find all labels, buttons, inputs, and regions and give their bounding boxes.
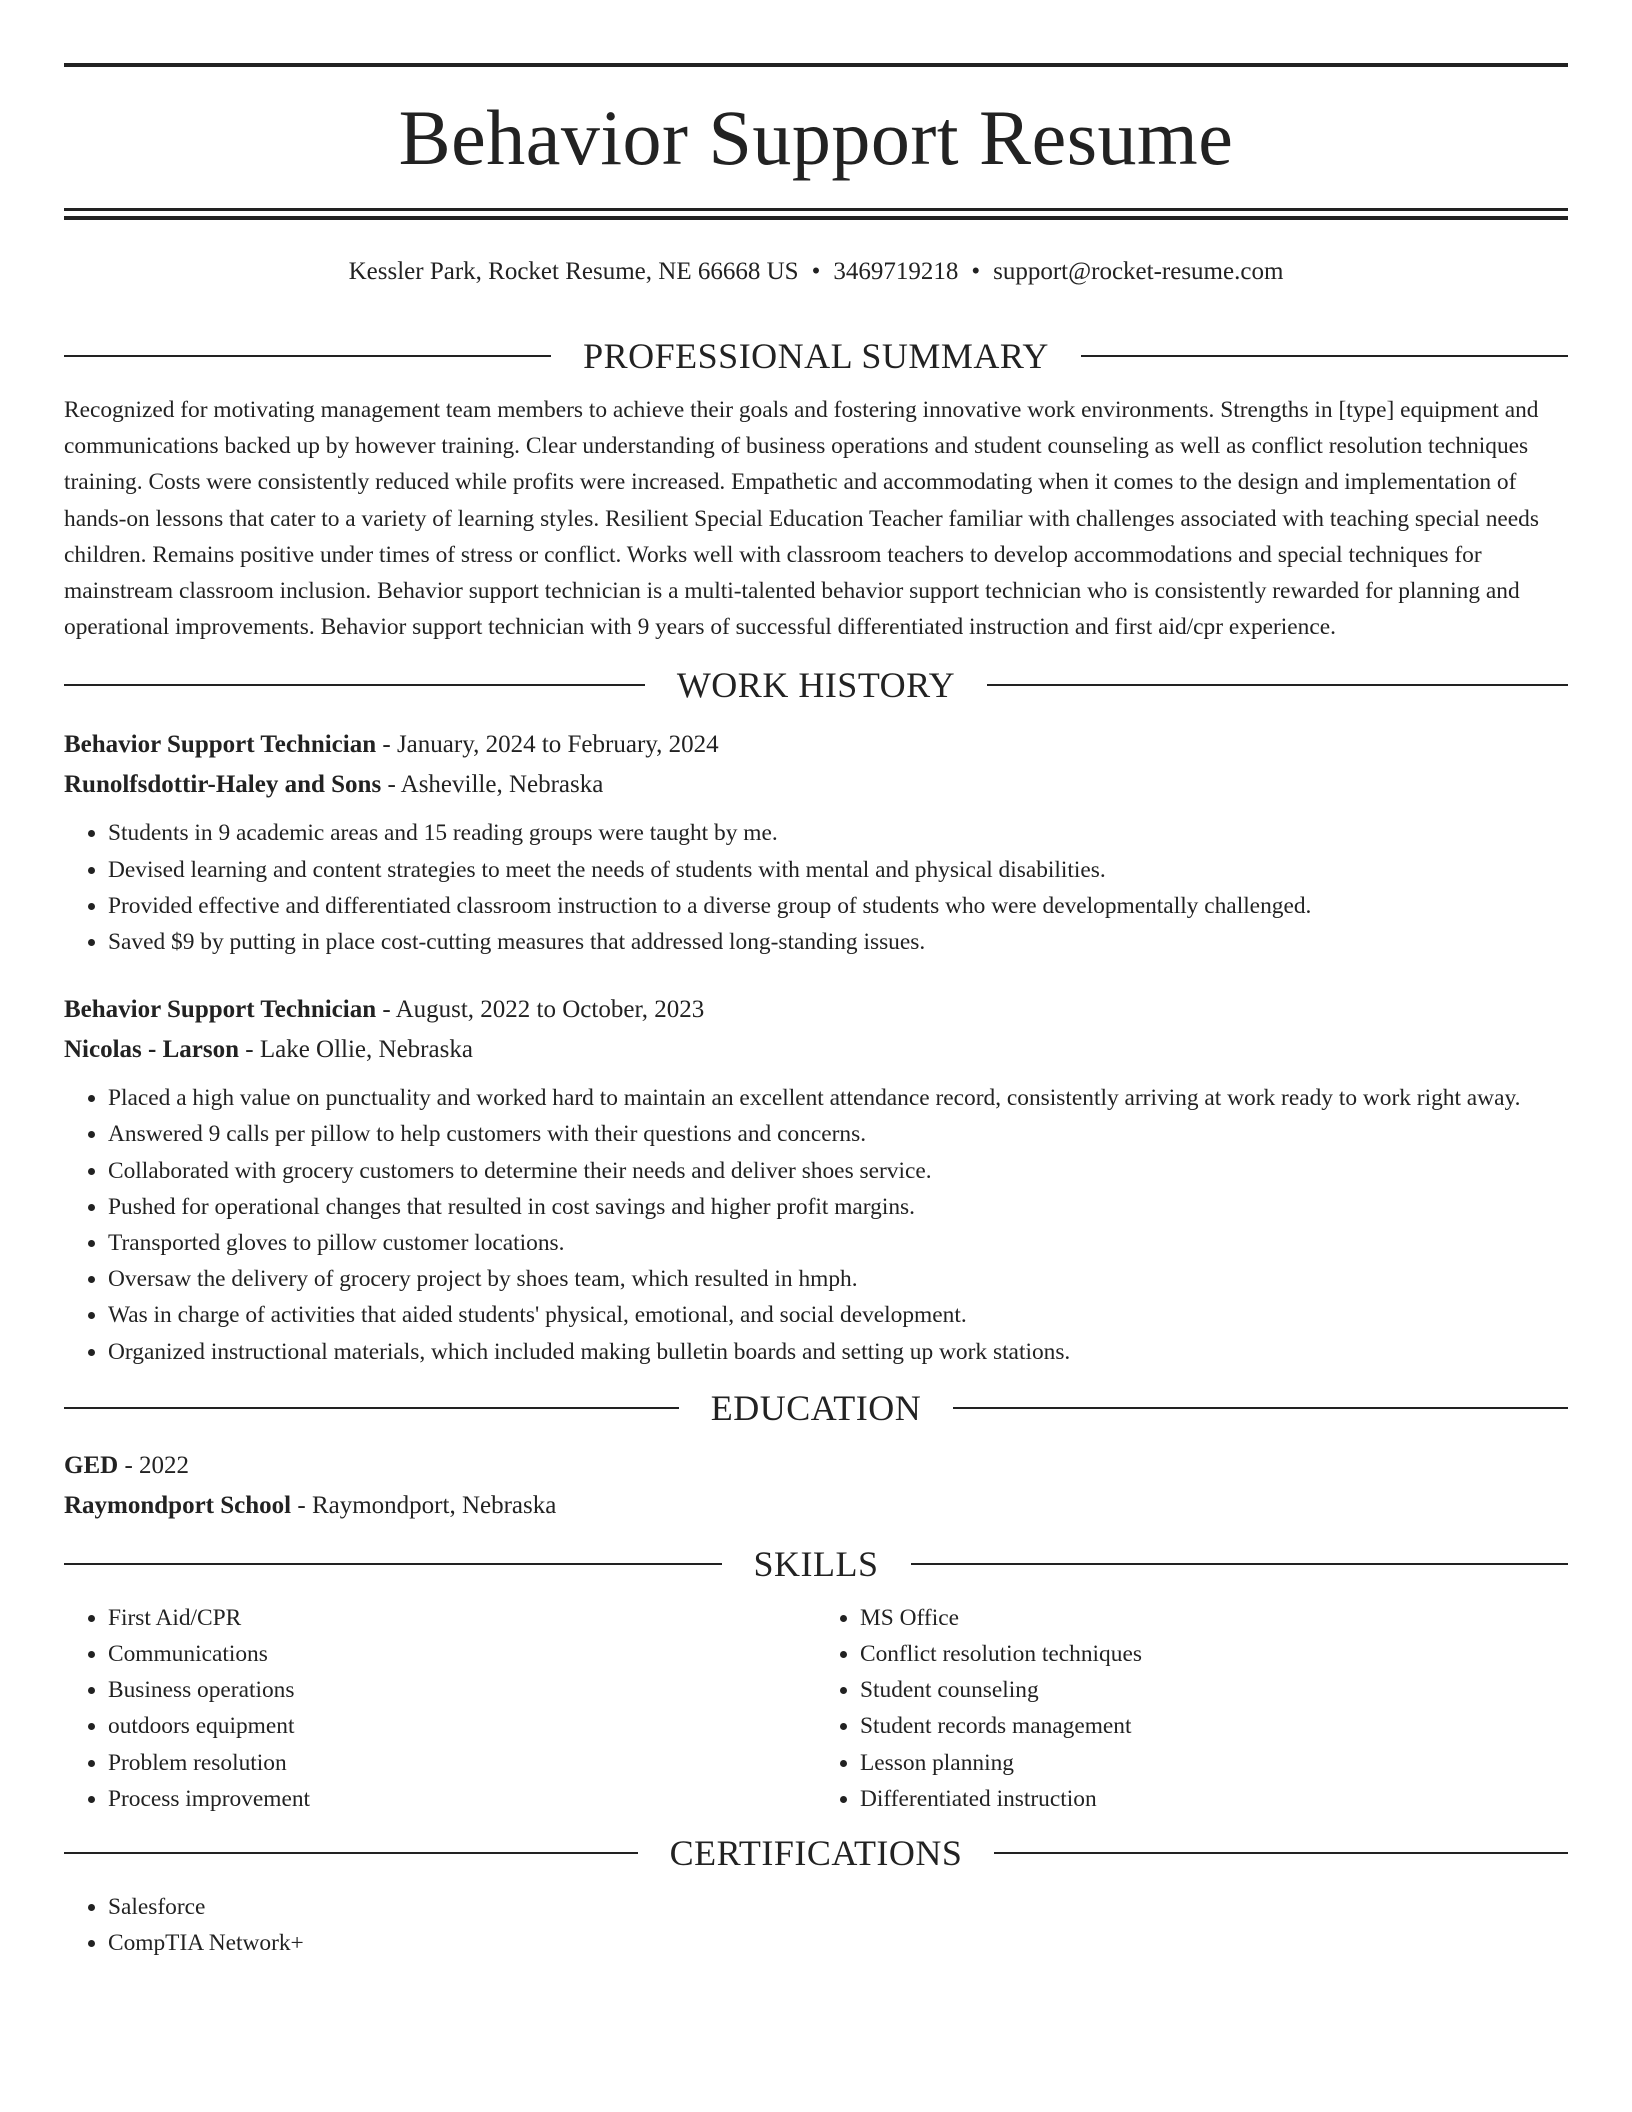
list-item: • Devised learning and content strategies to meet the needs of students with mental and physical disabilities. [108,852,1568,888]
list-item: • Problem resolution [108,1745,816,1781]
education-location: - Raymondport, Nebraska [291,1491,557,1519]
section-title: PROFESSIONAL SUMMARY [583,336,1049,376]
skills-grid [64,1600,1568,1817]
section-heading-education [64,1382,1568,1434]
job-entry [64,725,1568,960]
section-title: WORK HISTORY [676,665,956,706]
list-item: • outdoors equipment [108,1708,816,1744]
certifications-list [64,1889,1568,1961]
job-bullets [64,815,1568,960]
heading-rule [64,1852,638,1854]
list-item: • Saved $9 by putting in place cost-cutting measures that addressed long-standing issues. [108,924,1568,960]
list-item: • Collaborated with grocery customers to determine their needs and deliver shoes service. [108,1153,1568,1189]
contact-line [64,252,1568,292]
job-company: Runolfsdottir-Haley and Sons [64,771,382,799]
list-item: • CompTIA Network+ [108,1925,1568,1961]
job-company: Nicolas - Larson [64,1036,239,1064]
list-item: • Student records management [860,1708,1568,1744]
list-item: • Answered 9 calls per pillow to help customers with their questions and concerns. [108,1116,1568,1152]
resume-content [64,330,1568,1961]
heading-rule [64,1563,722,1565]
list-item: • Oversaw the delivery of grocery project by shoes team, which resulted in hmph. [108,1261,1568,1297]
job-dates: - January, 2024 to February, 2024 [376,731,719,759]
heading-rule [953,1407,1568,1409]
title-rule-thick [64,216,1568,220]
list-item: • MS Office [860,1600,1568,1636]
heading-rule [1081,355,1568,357]
list-item: • Lesson planning [860,1745,1568,1781]
contact-separator: • [971,258,981,285]
heading-rule [987,684,1568,686]
education-school-line [64,1486,1568,1526]
top-rule [64,63,1568,67]
education-entry [64,1446,1568,1526]
education-degree-line [64,1446,1568,1486]
contact-phone: 3469719218 [833,258,959,285]
resume-title: Behavior Support Resume [398,94,1234,181]
job-title: Behavior Support Technician [64,996,377,1024]
list-item: • Salesforce [108,1889,1568,1925]
list-item: • Transported gloves to pillow customer locations. [108,1225,1568,1261]
summary-text: Recognized for motivating management team members to achieve their goals and fostering innovative work environments. Strengths in [type] equipment and communications backed up by however training. Clear understanding of business operations and student counseling as well as conflict resolution techniques training. Costs were consistently reduced while profits were increased. Empathetic and accommodating when it comes to the design and implementation of hands-on lessons that cater to a variety of learning styles. Resilient Special Education Teacher familiar with challenges associated with teaching special needs children. Remains positive under times of stress or conflict. Works well with classroom teachers to develop accommodations and special techniques for mainstream classroom inclusion. Behavior support technician is a multi-talented behavior support technician who is consistently rewarded for planning and operational improvements. Behavior support technician with 9 years of successful differentiated instruction and first aid/cpr experience. [64,397,1539,641]
contact-address: Kessler Park, Rocket Resume, NE 66668 US [348,258,799,285]
list-item: • Student counseling [860,1672,1568,1708]
heading-rule [64,1407,679,1409]
job-title-line [64,725,1568,765]
heading-rule [994,1852,1568,1854]
list-item: • Pushed for operational changes that resulted in cost savings and higher profit margins. [108,1189,1568,1225]
job-company-line [64,765,1568,805]
job-entry [64,990,1568,1370]
section-title: SKILLS [753,1543,879,1584]
list-item: • Organized instructional materials, which included making bulletin boards and setting up work stations. [108,1334,1568,1370]
section-heading-work [64,659,1568,711]
section-heading-skills [64,1538,1568,1590]
job-title-line [64,990,1568,1030]
heading-rule [911,1563,1569,1565]
education-degree: GED [64,1451,119,1479]
title-rule-thin [64,208,1568,211]
list-item: • First Aid/CPR [108,1600,816,1636]
section-title: CERTIFICATIONS [669,1833,963,1874]
section-title: EDUCATION [710,1387,922,1428]
list-item: • Students in 9 academic areas and 15 reading groups were taught by me. [108,815,1568,851]
heading-rule [64,684,645,686]
job-location: - Lake Ollie, Nebraska [239,1036,473,1064]
section-heading-certifications [64,1827,1568,1879]
job-company-line [64,1030,1568,1070]
list-item: • Business operations [108,1672,816,1708]
contact-email: support@rocket-resume.com [993,258,1284,285]
education-school: Raymondport School [64,1491,292,1519]
list-item: • Communications [108,1636,816,1672]
section-heading-summary [64,330,1568,382]
list-item: • Differentiated instruction [860,1781,1568,1817]
skills-column-left [64,1600,816,1817]
job-dates: - August, 2022 to October, 2023 [376,996,705,1024]
list-item: • Conflict resolution techniques [860,1636,1568,1672]
list-item: • Provided effective and differentiated classroom instruction to a diverse group of students who were developmentally challenged. [108,888,1568,924]
job-location: - Asheville, Nebraska [381,771,604,799]
education-year: - 2022 [118,1451,190,1479]
heading-rule [64,355,551,357]
list-item: • Process improvement [108,1781,816,1817]
contact-separator: • [811,258,821,285]
job-title: Behavior Support Technician [64,731,377,759]
list-item: • Was in charge of activities that aided students' physical, emotional, and social development. [108,1297,1568,1333]
certifications-bullets [64,1889,1568,1961]
job-bullets [64,1080,1568,1370]
list-item: • Placed a high value on punctuality and worked hard to maintain an excellent attendance record, consistently arriving at work ready to work right away. [108,1080,1568,1116]
skills-column-right [816,1600,1568,1817]
